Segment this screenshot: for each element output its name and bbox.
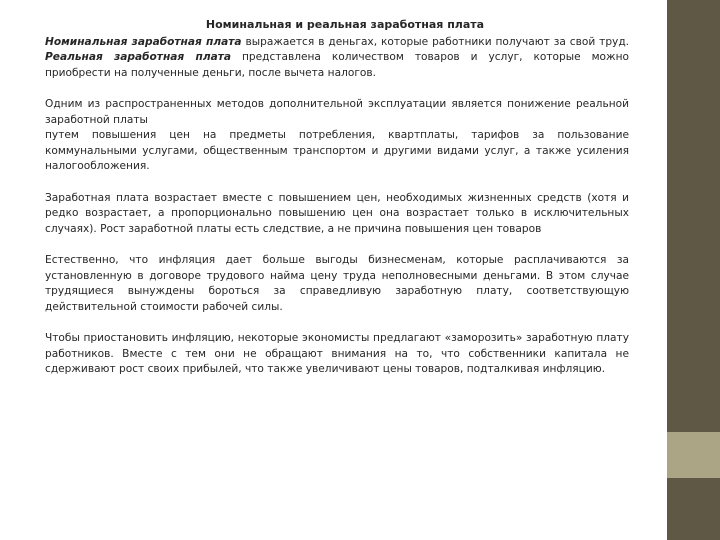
paragraph-exploitation	[45, 97, 629, 175]
paragraph-exploitation-line2: путем повышения цен на предметы потребления, квартплаты, тарифов за пользование коммунальными услугами, общественным транспортом и другими видами услуг, а также усиления налогообложения.	[45, 129, 629, 172]
slide-title: Номинальная и реальная заработная плата	[205, 18, 485, 31]
definition-nominal-wage: выражается в деньгах, которые работники получают за свой труд.	[241, 35, 630, 48]
slide-content	[45, 17, 629, 394]
paragraph-inflation-benefit: Естественно, что инфляция дает больше выгоды бизнесменам, которые расплачиваются за установленную в договоре трудового найма цену труда неполновесными деньгами. В этом случае трудящиеся вынуждены бороться за справедливую заработную плату, соответствующую действительной стоимости рабочей силы.	[45, 254, 629, 313]
definition-real-wage: представлена количеством товаров и услуг, которые можно приобрести на полученные деньги, после вычета налогов.	[45, 51, 629, 79]
paragraph-exploitation-line1: Одним из распространенных методов дополнительной эксплуатации является понижение реальной заработной платы	[45, 98, 629, 126]
paragraph-wage-freeze: Чтобы приостановить инфляцию, некоторые экономисты предлагают «заморозить» заработную плату работников. Вместе с тем они не обращают внимания на то, что собственники капитала не сдерживают рост своих прибылей, что также увеличивают цены товаров, подталкивая инфляцию.	[45, 332, 629, 375]
term-real-wage: Реальная заработная плата	[45, 51, 232, 63]
decorative-sidebar-accent	[667, 432, 720, 478]
paragraph-wage-growth: Заработная плата возрастает вместе с повышением цен, необходимых жизненных средств (хотя и редко возрастает, а пропорционально повышению цен она возрастает только в исключительных случаях). Рост заработной платы есть следствие, а не причина повышения цен товаров	[45, 191, 629, 235]
paragraph-definitions	[45, 35, 629, 82]
term-nominal-wage: Номинальная заработная плата	[45, 35, 242, 48]
